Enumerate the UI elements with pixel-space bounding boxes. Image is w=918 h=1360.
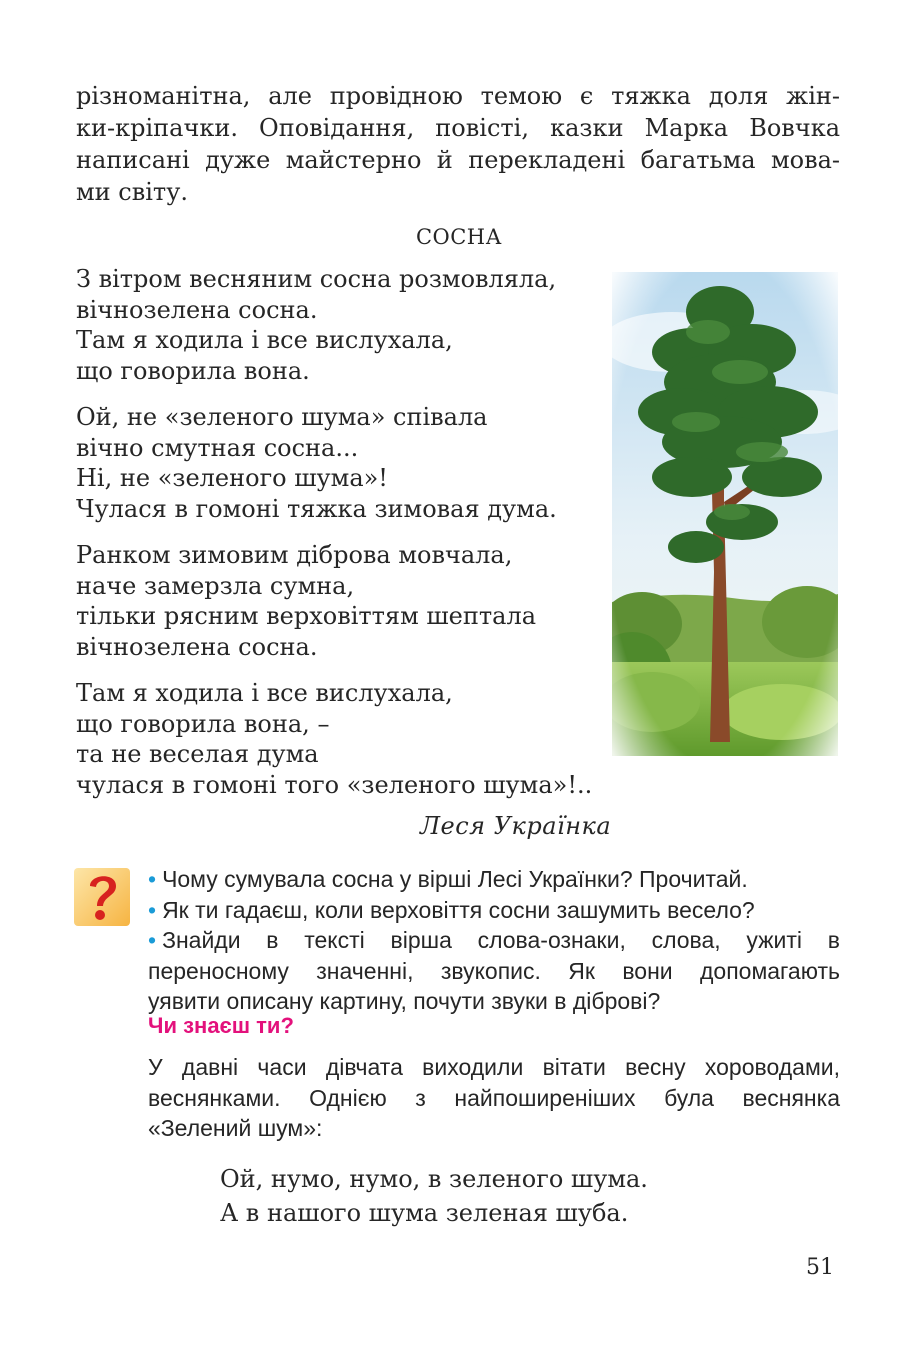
poem-line: Ранком зимовим діброва мовчала, xyxy=(76,541,513,569)
poem-stanza xyxy=(76,678,592,800)
text-line: «Зелений шум»: xyxy=(148,1115,323,1141)
poem-line: вічнозелена сосна. xyxy=(76,295,318,324)
intro-line: ки-кріпачки. Оповідання, повісті, казки Марка Вовчка xyxy=(76,114,840,142)
question-text-continued: переносному значенні, звукопис. Як вони допомагають xyxy=(148,957,840,984)
intro-line: ми світу. xyxy=(76,178,188,206)
page-number: 51 xyxy=(806,1255,834,1280)
poem-line: що говорила вона. xyxy=(76,356,310,385)
poem-line: Чулася в гомоні тяжка зимовая дума. xyxy=(76,494,557,523)
poem-line: та не веселая дума xyxy=(76,740,319,768)
question-item xyxy=(148,925,840,956)
questions-list xyxy=(148,864,840,1017)
did-you-know-text xyxy=(148,1052,840,1144)
poem-title: СОСНА xyxy=(415,225,503,249)
text-line: веснянками. Однією з найпоширеніших була веснянка xyxy=(148,1084,840,1111)
poem-line: Ні, не «зеленого шума»! xyxy=(76,464,388,492)
poem-author: Леся Українка xyxy=(420,812,612,840)
poem-line: наче замерзла сумна, xyxy=(76,571,355,600)
pine-tree-illustration xyxy=(612,272,838,756)
question-item xyxy=(148,895,840,926)
bullet-icon: • xyxy=(148,866,157,892)
poem-stanza xyxy=(76,402,557,524)
song-verse xyxy=(220,1162,648,1230)
question-mark-icon xyxy=(74,868,130,926)
question-text: Як ти гадаєш, коли верховіття сосни зашумить весело? xyxy=(162,896,755,923)
question-text-continued: уявити описану картину, почути звуки в діброві? xyxy=(148,988,661,1014)
question-item xyxy=(148,864,840,895)
bullet-icon: • xyxy=(148,896,157,923)
poem-stanza xyxy=(76,540,536,662)
poem-line: вічно смутная сосна... xyxy=(76,433,359,462)
poem-line: що говорила вона, – xyxy=(76,709,330,738)
poem-line: вічнозелена сосна. xyxy=(76,632,318,661)
intro-paragraph xyxy=(76,80,840,208)
song-line: А в нашого шума зеленая шуба. xyxy=(220,1199,629,1227)
question-text: Знайди в тексті вірша слова-ознаки, слова, ужиті в xyxy=(162,927,840,953)
intro-line: різноманітна, але провідною темою є тяжка доля жін- xyxy=(76,82,840,110)
poem-stanza xyxy=(76,264,556,386)
poem-line: Ой, не «зеленого шума» співала xyxy=(76,403,488,431)
intro-line: написані дуже майстерно й перекладені багатьма мова- xyxy=(76,146,840,174)
did-you-know-heading: Чи знаєш ти? xyxy=(148,1013,294,1038)
bullet-icon: • xyxy=(148,927,157,953)
poem-line: чулася в гомоні того «зеленого шума»!.. xyxy=(76,770,593,799)
song-line: Ой, нумо, нумо, в зеленого шума. xyxy=(220,1165,648,1193)
poem-line: Там я ходила і все вислухала, xyxy=(76,679,453,707)
poem-line: З вітром весняним сосна розмовляла, xyxy=(76,265,557,293)
poem-line: Там я ходила і все вислухала, xyxy=(76,326,453,354)
question-text: Чому сумувала сосна у вірші Лесі Українки? Прочитай. xyxy=(162,866,748,892)
poem-line: тільки рясним верховіттям шептала xyxy=(76,602,537,630)
text-line: У давні часи дівчата виходили вітати весну хороводами, xyxy=(148,1054,840,1080)
